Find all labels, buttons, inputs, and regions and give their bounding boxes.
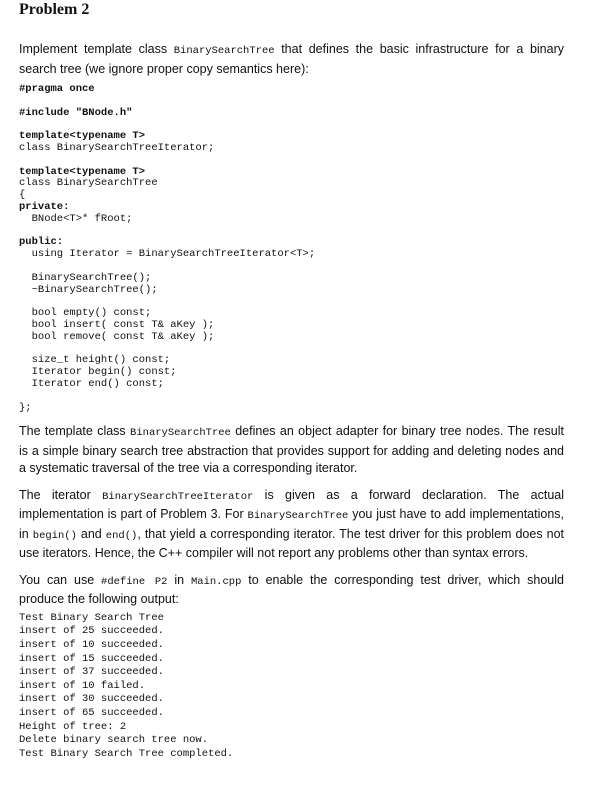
- intro-text-1: Implement template class: [19, 42, 174, 56]
- code-line: {: [19, 189, 26, 202]
- output-line: insert of 25 succeeded.: [19, 625, 164, 638]
- output-line: Test Binary Search Tree: [19, 611, 164, 624]
- iterator-text-c: you just have to add implementations, in: [19, 507, 564, 541]
- iterator-text-d: and: [76, 526, 106, 541]
- iterator-text-b: is given as a forward declaration. The actual implementation is part of Problem 3. For: [19, 487, 565, 522]
- code-line: template<typename T>: [19, 130, 146, 143]
- code-line: Iterator end() const;: [19, 377, 164, 390]
- document-page: [19, 0, 564, 761]
- code-line: BinarySearchTree();: [19, 271, 152, 284]
- code-line: #pragma once: [19, 83, 95, 95]
- page-title: Problem 2: [19, 1, 90, 18]
- adapter-text-2: defines an object adapter for binary tree nodes. The result is a simple binary search tree abstraction that provides support for adding and deleting nodes and a systematic traversal of the tree via a corresponding iterator.: [19, 424, 564, 476]
- output-line: Delete binary search tree now.: [19, 734, 209, 747]
- output-line: insert of 37 succeeded.: [19, 666, 164, 679]
- inline-code-define: #define P2: [101, 575, 168, 588]
- adapter-text-1: The template class: [19, 424, 131, 439]
- code-line: BNode<T>* fRoot;: [19, 212, 133, 225]
- code-line: Iterator begin() const;: [19, 366, 177, 379]
- iterator-text-e: , that yield a corresponding iterator. The test driver for this problem does not use iterators. Hence, the C++ compiler will not report any problems other than syntax errors.: [19, 526, 564, 561]
- adapter-paragraph: [19, 423, 564, 478]
- code-line: private:: [19, 200, 70, 213]
- code-line: bool empty() const;: [19, 307, 152, 320]
- output-line: insert of 65 succeeded.: [19, 706, 164, 719]
- code-line: using Iterator = BinarySearchTreeIterator<T>;: [19, 248, 316, 261]
- code-line: public:: [19, 236, 64, 249]
- output-line: insert of 30 succeeded.: [19, 693, 164, 706]
- output-line: Height of tree: 2: [19, 720, 127, 733]
- code-line: [19, 261, 564, 273]
- expected-output-code: [19, 612, 564, 762]
- class-declaration-code: [19, 84, 564, 414]
- intro-text-2: that defines the basic infrastructure for a binary search tree (we ignore proper copy semantics here):: [19, 42, 564, 76]
- code-line: class BinarySearchTree: [19, 177, 158, 190]
- code-line: bool insert( const T& aKey );: [19, 318, 215, 331]
- code-line: size_t height() const;: [19, 354, 171, 367]
- code-line: ~BinarySearchTree();: [19, 283, 158, 296]
- driver-text-a: You can use: [19, 572, 102, 587]
- driver-text-b: in: [167, 572, 191, 587]
- code-line: #include "BNode.h": [19, 106, 133, 119]
- code-line: template<typename T>: [19, 165, 146, 178]
- intro-paragraph: [19, 41, 564, 78]
- output-line: insert of 10 succeeded.: [19, 639, 164, 651]
- inline-code-class-name: BinarySearchTree: [173, 45, 275, 57]
- code-line: class BinarySearchTreeIterator;: [19, 141, 215, 154]
- driver-paragraph: [19, 572, 564, 609]
- code-line: [19, 155, 564, 167]
- inline-code-end: end(): [105, 529, 138, 542]
- code-line: };: [19, 401, 32, 414]
- code-line: [19, 391, 564, 403]
- inline-code-class-name: BinarySearchTree: [130, 427, 231, 440]
- inline-code-begin: begin(): [32, 529, 77, 542]
- driver-text-c: to enable the corresponding test driver, which should produce the following output:: [19, 572, 564, 607]
- code-line: [19, 96, 564, 108]
- iterator-paragraph: [19, 487, 564, 563]
- code-line: bool remove( const T& aKey );: [19, 330, 215, 343]
- inline-code-main-file: Main.cpp: [190, 575, 242, 588]
- output-line: Test Binary Search Tree completed.: [19, 747, 234, 760]
- iterator-text-a: The iterator: [19, 487, 103, 502]
- inline-code-iterator: BinarySearchTreeIterator: [102, 490, 254, 503]
- code-line: [19, 226, 564, 238]
- output-line: insert of 10 failed.: [19, 679, 146, 692]
- output-line: insert of 15 succeeded.: [19, 652, 164, 665]
- inline-code-class-name: BinarySearchTree: [247, 510, 349, 523]
